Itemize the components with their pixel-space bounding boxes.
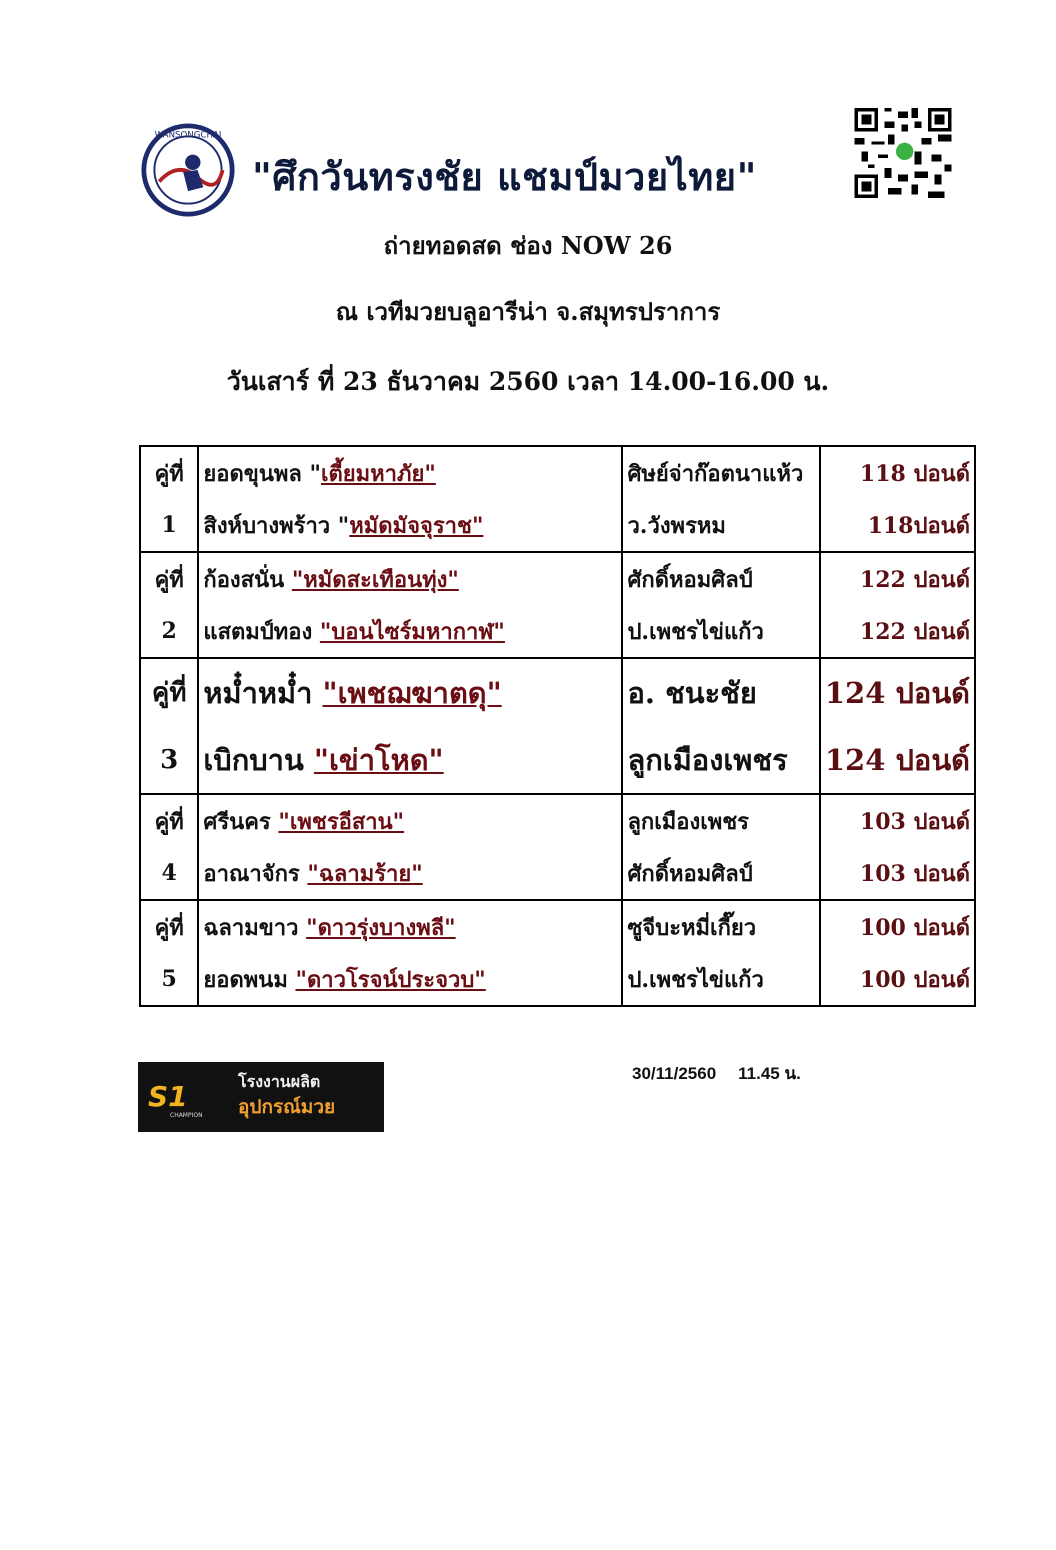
bout-number: 2: [140, 605, 198, 658]
table-row: [140, 726, 975, 794]
bout-label: คู่ที่: [140, 658, 198, 726]
fighter-camp: ศิษย์จ่าก๊อตนาแห้ว: [622, 446, 819, 499]
bout-number: 3: [140, 726, 198, 794]
table-row: [140, 953, 975, 1006]
fighter-weight: 118 ปอนด์: [820, 446, 975, 499]
issue-time: 11.45 น.: [738, 1064, 801, 1083]
issue-timestamp: [632, 1060, 823, 1087]
bout-number: 1: [140, 499, 198, 552]
sponsor-sub: CHAMPION: [170, 1112, 203, 1119]
fighter-name: ยอดพนม "ดาวโรจน์ประจวบ": [198, 953, 622, 1006]
bout-label: คู่ที่: [140, 446, 198, 499]
fighter-nickname: "เข่าโหด": [313, 742, 444, 777]
fighter-nickname: หมัดมัจจุราช": [349, 512, 484, 539]
header: [140, 108, 960, 208]
fighter-nickname: "เพชรอีสาน": [278, 808, 405, 835]
sponsor-banner[interactable]: [138, 1062, 384, 1132]
fighter-camp: ศักดิ์หอมศิลป์: [622, 552, 819, 605]
fighter-weight: 124 ปอนด์: [820, 726, 975, 794]
fighter-camp: ป.เพชรไข่แก้ว: [622, 953, 819, 1006]
fighter-name: แสตมป์ทอง "บอนไซร์มหากาฬ": [198, 605, 622, 658]
bout-number: 4: [140, 847, 198, 900]
fighter-nickname: "ดาวโรจน์ประจวบ": [295, 966, 486, 993]
fighter-nickname: "บอนไซร์มหากาฬ": [319, 618, 505, 645]
fighter-name: ยอดขุนพล "เตี้ยมหาภัย": [198, 446, 622, 499]
fighter-name: เบิกบาน "เข่าโหด": [198, 726, 622, 794]
bout-label: คู่ที่: [140, 794, 198, 847]
fighter-name: หม๋ำหม๋ำ "เพชฌฆาตดุ": [198, 658, 622, 726]
fighter-camp: ศักดิ์หอมศิลป์: [622, 847, 819, 900]
fighter-name: ฉลามขาว "ดาวรุ่งบางพลี": [198, 900, 622, 953]
sponsor-line2: อุปกรณ์มวย: [238, 1096, 336, 1118]
table-row: [140, 900, 975, 953]
fighter-nickname: "เพชฌฆาตดุ": [322, 675, 502, 710]
broadcast-line: ถ่ายทอดสด ช่อง NOW 26: [383, 231, 673, 260]
fighter-weight: 122 ปอนด์: [820, 552, 975, 605]
table-row: [140, 847, 975, 900]
fighter-weight: 118ปอนด์: [820, 499, 975, 552]
fighter-name: อาณาจักร "ฉลามร้าย": [198, 847, 622, 900]
table-row: [140, 658, 975, 726]
venue-line: ณ เวทีมวยบลูอารีน่า จ.สมุทรปราการ: [335, 297, 721, 326]
fighter-name: ก้องสนั่น "หมัดสะเทือนทุ่ง": [198, 552, 622, 605]
sponsor-brand: S1: [148, 1080, 188, 1113]
fighter-camp: ว.วังพรหม: [622, 499, 819, 552]
fighter-weight: 103 ปอนด์: [820, 794, 975, 847]
bout-table: [139, 445, 976, 1007]
fighter-camp: ลูกเมืองเพชร: [622, 794, 819, 847]
logo-text: WANSONGCHAI: [154, 130, 222, 141]
fighter-name: สิงห์บางพร้าว "หมัดมัจจุราช": [198, 499, 622, 552]
sponsor-line1: โรงงานผลิต: [238, 1072, 321, 1091]
table-row: [140, 605, 975, 658]
fighter-weight: 100 ปอนด์: [820, 953, 975, 1006]
issue-date: 30/11/2560: [632, 1064, 717, 1083]
fighter-nickname: เตี้ยมหาภัย": [320, 460, 436, 487]
qr-code[interactable]: [854, 108, 952, 198]
fighter-weight: 124 ปอนด์: [820, 658, 975, 726]
bout-label: คู่ที่: [140, 900, 198, 953]
bout-label: คู่ที่: [140, 552, 198, 605]
fighter-camp: ลูกเมืองเพชร: [622, 726, 819, 794]
table-row: [140, 552, 975, 605]
fighter-nickname: "ฉลามร้าย": [307, 860, 423, 887]
fighter-weight: 122 ปอนด์: [820, 605, 975, 658]
fighter-nickname: "ดาวรุ่งบางพลี": [306, 914, 456, 941]
event-logo: [140, 122, 236, 218]
table-row: [140, 446, 975, 499]
schedule-line: วันเสาร์ ที่ 23 ธันวาคม 2560 เวลา 14.00-16.00 น.: [226, 367, 830, 396]
table-row: [140, 499, 975, 552]
fighter-camp: ป.เพชรไข่แก้ว: [622, 605, 819, 658]
event-title: "ศึกวันทรงชัย แชมป์มวยไทย": [252, 154, 757, 199]
fighter-name: ศรีนคร "เพชรอีสาน": [198, 794, 622, 847]
fighter-camp: ซูจีบะหมี่เกี๊ยว: [622, 900, 819, 953]
fighter-weight: 100 ปอนด์: [820, 900, 975, 953]
fighter-weight: 103 ปอนด์: [820, 847, 975, 900]
fighter-camp: อ. ชนะชัย: [622, 658, 819, 726]
fighter-nickname: "หมัดสะเทือนทุ่ง": [291, 566, 459, 593]
table-row: [140, 794, 975, 847]
bout-number: 5: [140, 953, 198, 1006]
